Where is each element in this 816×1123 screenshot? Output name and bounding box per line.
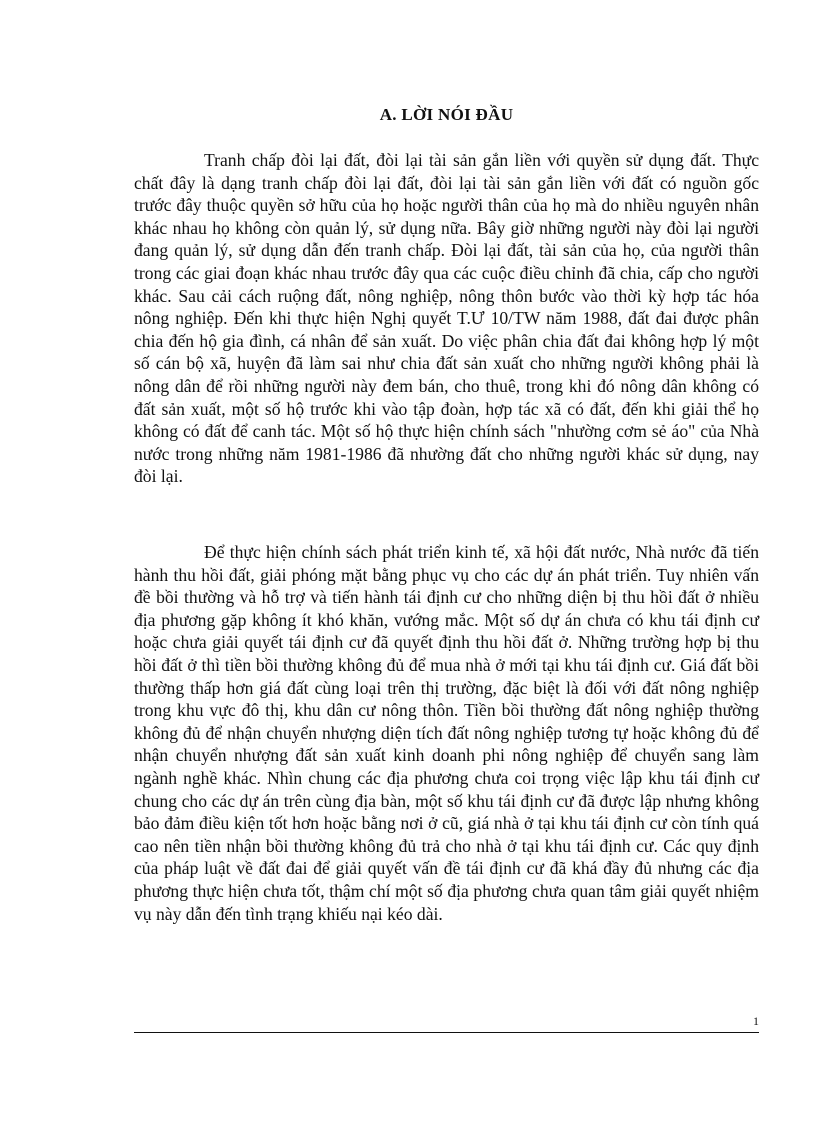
body-paragraph-1: Tranh chấp đòi lại đất, đòi lại tài sản gắn liền với quyền sử dụng đất. Thực chất đây là dạng tranh chấp đòi lại đất, đòi lại tài sản gắn liền với đất có nguồn gốc trước đây thuộc quyền sở hữu của họ hoặc người thân của họ mà do nhiều nguyên nhân khác nhau họ không còn quản lý, sử dụng nữa. Bây giờ những người này đòi lại người đang quản lý, sử dụng dẫn đến tranh chấp. Đòi lại đất, tài sản của họ, của người thân trong các giai đoạn khác nhau trước đây qua các cuộc điều chỉnh đã chia, cấp cho người khác. Sau cải cách ruộng đất, nông nghiệp, nông thôn bước vào thời kỳ hợp tác hóa nông nghiệp. Đến khi thực hiện Nghị quyết T.Ư 10/TW năm 1988, đất đai được phân chia đến hộ gia đình, cá nhân để sản xuất. Do việc phân chia đất đai không hợp lý một số cán bộ xã, huyện đã làm sai như chia đất sản xuất cho những người không phải là nông dân để rồi những người này đem bán, cho thuê, trong khi đó nông dân không có đất sản xuất, một số hộ trước khi vào tập đoàn, hợp tác xã có đất, đến khi giải thể họ không có đất để canh tác. Một số hộ thực hiện chính sách "nhường cơm sẻ áo" của Nhà nước trong những năm 1981-1986 đã nhường đất cho những người khác sử dụng, nay đòi lại. — [134, 150, 759, 487]
page-title: A. LỜI NÓI ĐẦU — [379, 105, 514, 124]
page-number: 1 — [753, 1014, 759, 1028]
footer-rule — [134, 1032, 759, 1033]
body-paragraph-2: Để thực hiện chính sách phát triển kinh tế, xã hội đất nước, Nhà nước đã tiến hành thu hồi đất, giải phóng mặt bằng phục vụ cho các dự án phát triển. Tuy nhiên vấn đề bồi thường và hỗ trợ và tiến hành tái định cư cho những diện bị thu hồi đất ở nhiều địa phương gặp không ít khó khăn, vướng mắc. Một số dự án chưa có khu tái định cư hoặc chưa giải quyết tái định cư đã quyết định thu hồi đất ở. Những trường hợp bị thu hồi đất ở thì tiền bồi thường không đủ để mua nhà ở mới tại khu tái định cư. Giá đất bồi thường thấp hơn giá đất cùng loại trên thị trường, đặc biệt là đối với đất nông nghiệp trong khu vực đô thị, khu dân cư nông thôn. Tiền bồi thường đất nông nghiệp thường không đủ để nhận chuyển nhượng diện tích đất nông nghiệp tương tự hoặc không đủ để nhận chuyển nhượng đất sản xuất kinh doanh phi nông nghiệp để chuyển sang làm ngành nghề khác. Nhìn chung các địa phương chưa coi trọng việc lập khu tái định cư chung cho các dự án trên cùng địa bàn, một số khu tái định cư đã được lập nhưng không bảo đảm điều kiện tốt hơn hoặc bằng nơi ở cũ, giá nhà ở tại khu tái định cư còn tính quá cao nên tiền nhận bồi thường không đủ trả cho nhà ở tại khu tái định cư. Các quy định của pháp luật về đất đai để giải quyết vấn đề tái định cư đã khá đầy đủ nhưng các địa phương thực hiện chưa tốt, thậm chí một số địa phương chưa quan tâm giải quyết nhiệm vụ này dẫn đến tình trạng khiếu nại kéo dài. — [134, 542, 759, 924]
